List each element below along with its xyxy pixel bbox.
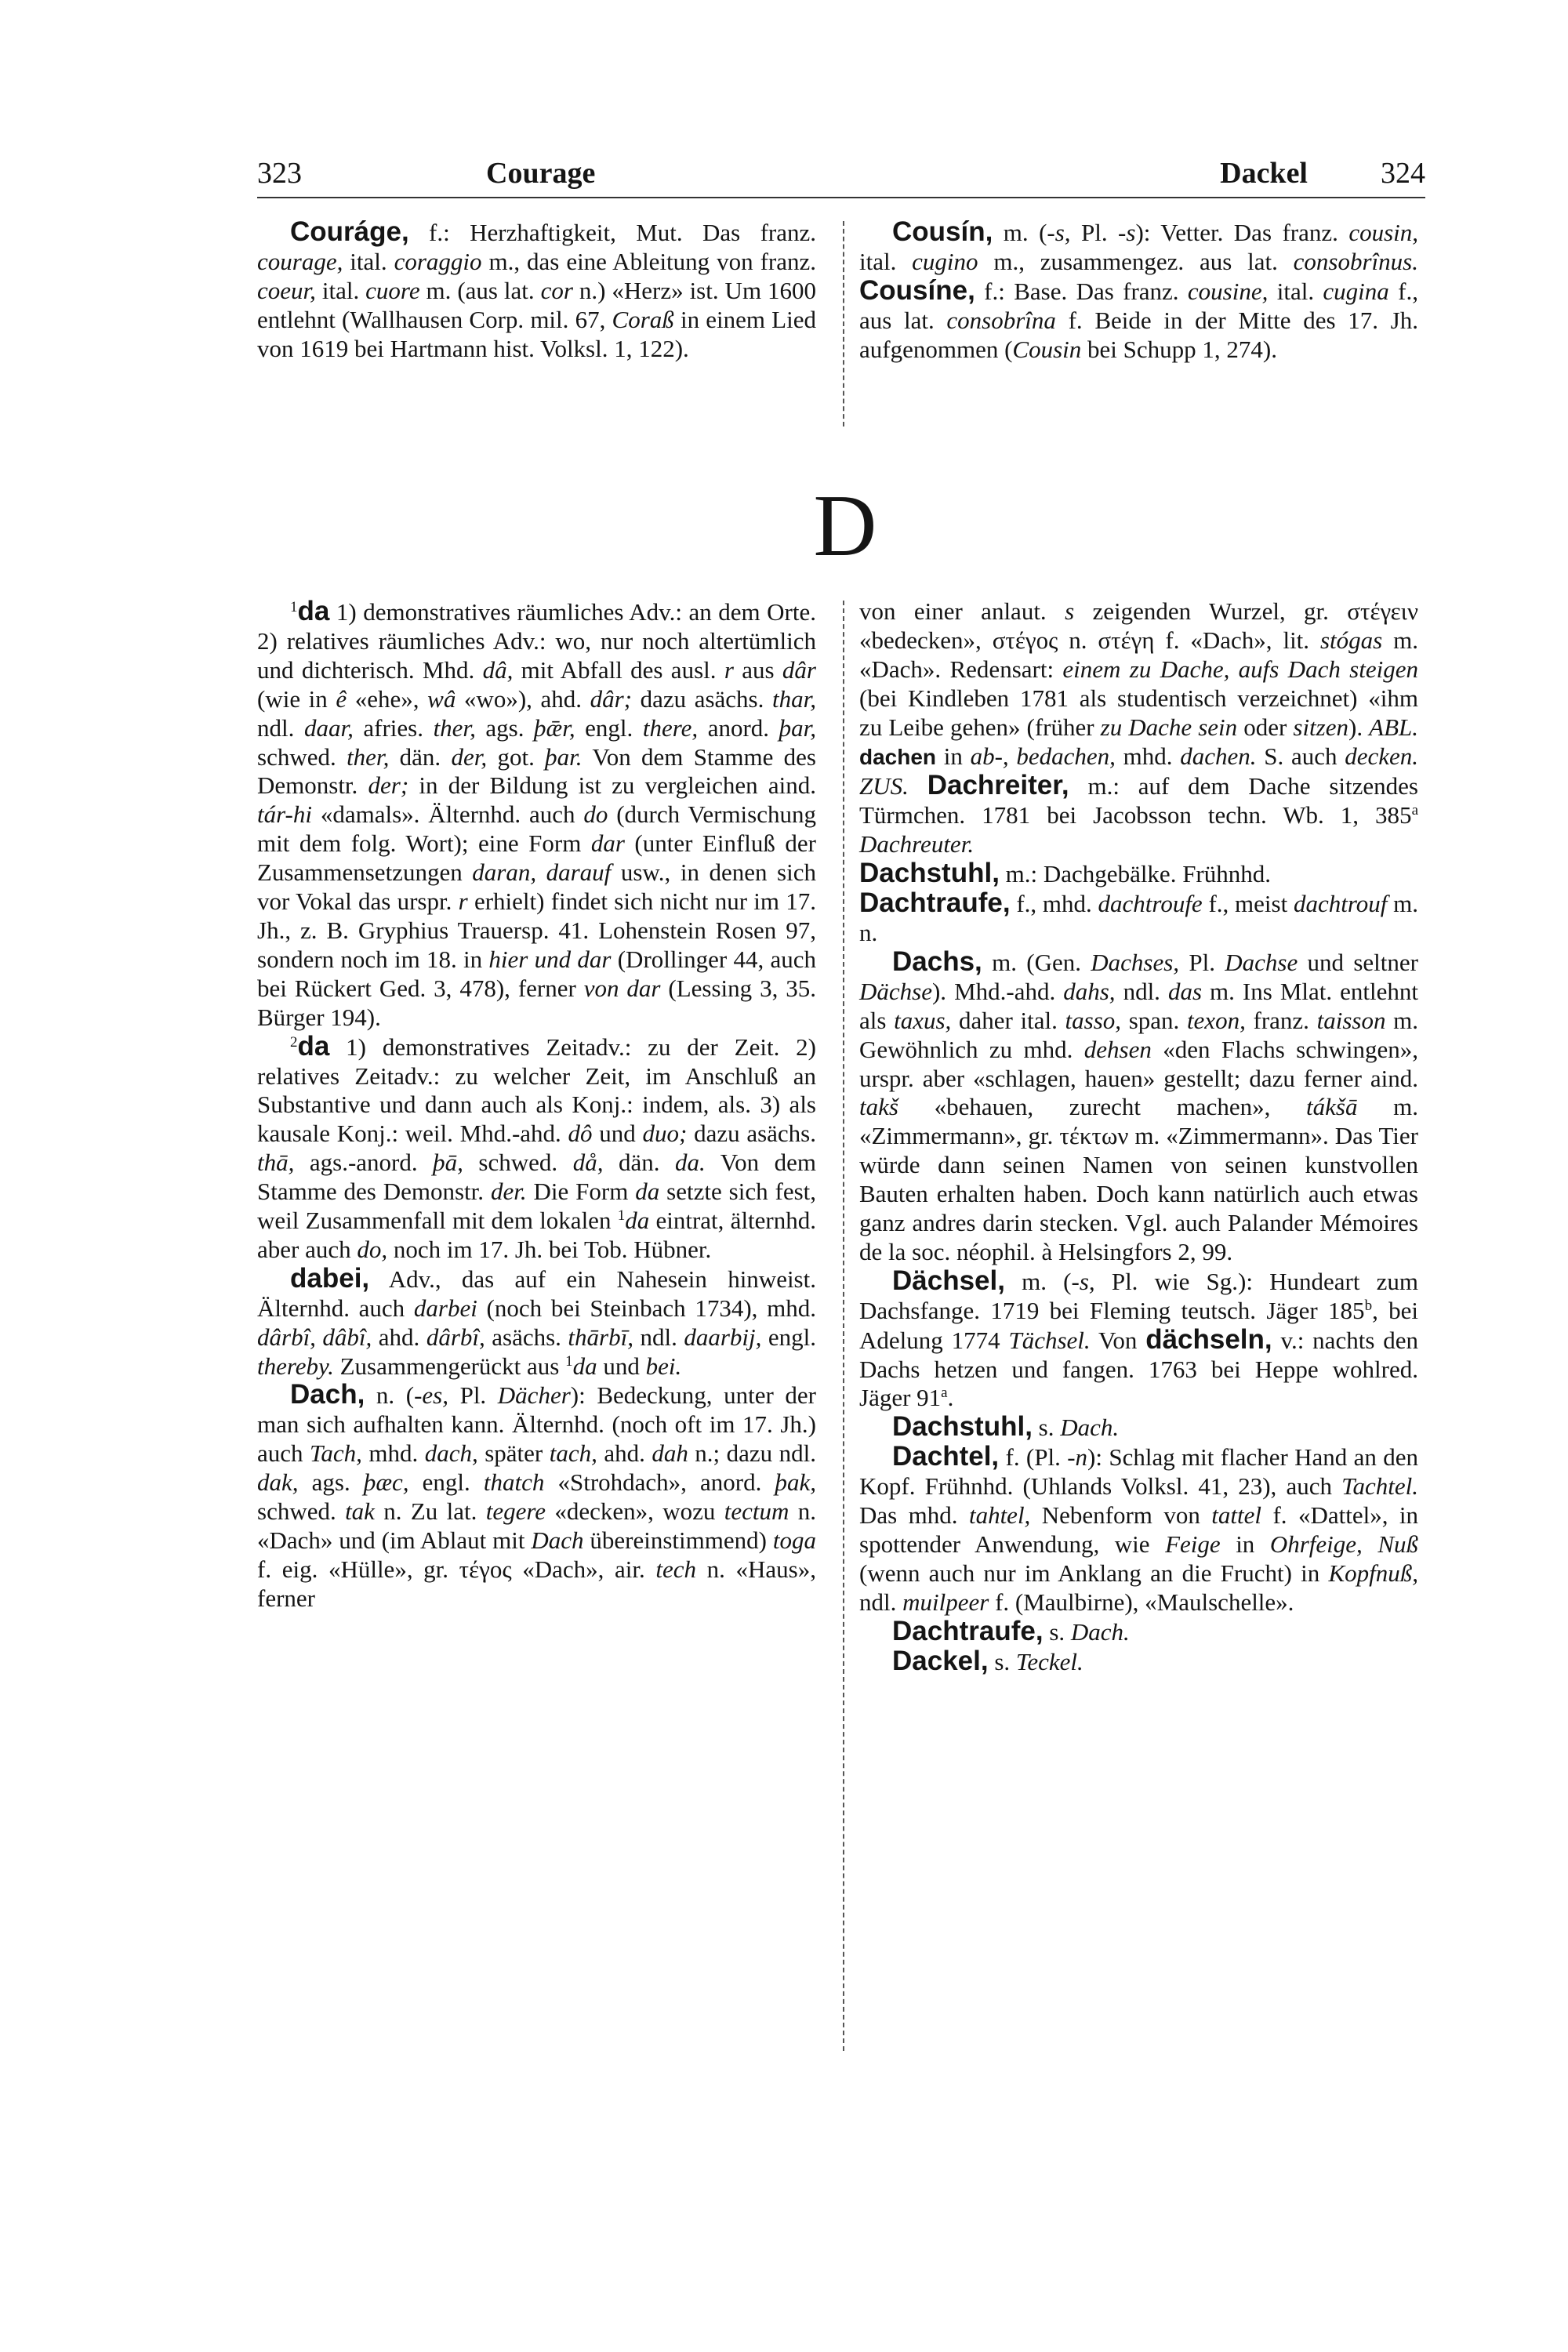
- italic-text: taisson: [1316, 1006, 1386, 1034]
- entry-text: s.: [1043, 1617, 1071, 1646]
- headword: Dachreiter,: [927, 770, 1069, 801]
- entry-text: von einer anlaut.: [859, 597, 1065, 625]
- italic-text: der;: [368, 771, 409, 800]
- entry-text: ags.: [298, 1468, 364, 1497]
- running-header: [257, 154, 1425, 193]
- superscript: b: [1364, 1297, 1373, 1314]
- entry-text: ndl.: [859, 1588, 903, 1616]
- entry-text: Pl.: [1179, 948, 1225, 976]
- italic-text: Dachses,: [1091, 948, 1180, 976]
- entry-text: f.: Herzhaftigkeit, Mut. Das franz.: [408, 219, 816, 246]
- italic-text: daar,: [303, 713, 354, 742]
- italic-text: coeur,: [257, 276, 316, 304]
- entry-text: ).: [1348, 713, 1370, 741]
- italic-text: da: [572, 1352, 597, 1380]
- entry-text: daher ital.: [951, 1006, 1065, 1034]
- entry-text: m. (aus lat.: [419, 276, 541, 304]
- entry-text: (Lessing 3, 35. Bürger 194).: [257, 974, 816, 1031]
- entry-text: Von dem Stamme des Demonstr.: [257, 742, 816, 800]
- italic-text: bei.: [645, 1352, 682, 1380]
- italic-text: s: [1126, 219, 1136, 246]
- entry-text: schwed.: [463, 1149, 573, 1177]
- entry-text: «decken», wozu: [546, 1497, 724, 1526]
- entry-text: Nebenform von: [1030, 1501, 1212, 1530]
- entry-text: dazu asächs.: [687, 1120, 816, 1148]
- italic-text: ther,: [347, 742, 390, 771]
- italic-text: stógas: [1319, 626, 1383, 654]
- italic-text: dak,: [257, 1468, 299, 1497]
- italic-text: thā,: [257, 1149, 295, 1177]
- entry-text: f., aus lat.: [859, 277, 1418, 334]
- italic-text: thar,: [771, 684, 816, 713]
- italic-text: dach,: [424, 1439, 478, 1468]
- dictionary-entry: [257, 597, 816, 1033]
- entry-text: m., das eine Ableitung von franz.: [481, 247, 816, 275]
- entry-text: ): Vetter. Das franz.: [1135, 219, 1349, 246]
- italic-text: muilpeer: [902, 1588, 989, 1616]
- italic-text: taxus,: [894, 1006, 952, 1034]
- italic-text: der.: [490, 1178, 527, 1206]
- entry-text: schwed.: [257, 742, 347, 771]
- entry-text: m. Ins Mlat. entlehnt als: [859, 977, 1418, 1034]
- superscript: 1: [617, 1207, 626, 1225]
- italic-text: cousin,: [1348, 219, 1418, 246]
- entry-text: (bei Kindleben 1781 als studentisch verzeichnet) «ihm zu Leibe gehen» (früher: [859, 684, 1418, 741]
- headword: dabei,: [290, 1262, 370, 1294]
- dictionary-entry: [859, 948, 1418, 1267]
- dictionary-entry: [859, 889, 1418, 948]
- headword: Dachtel,: [892, 1441, 1000, 1472]
- entry-text: aus: [733, 655, 782, 684]
- italic-text: r: [724, 655, 734, 684]
- italic-text: n: [1075, 1443, 1088, 1472]
- italic-text: ab-, bedachen,: [970, 742, 1116, 770]
- entry-text: s.: [1032, 1414, 1061, 1442]
- entry-text: n.) «Herz» ist. Um 1600 entlehnt (Wallhausen Corp. mil. 67,: [257, 276, 816, 333]
- italic-text: Dach.: [1060, 1414, 1120, 1442]
- italic-text: es,: [422, 1381, 448, 1410]
- italic-text: decken.: [1345, 742, 1418, 770]
- italic-text: dâr: [782, 655, 816, 684]
- italic-text: dâr;: [590, 684, 632, 713]
- headword: Dachtraufe,: [859, 887, 1011, 919]
- italic-text: dârbî,: [426, 1323, 485, 1351]
- entry-text: ndl.: [633, 1323, 684, 1351]
- italic-text: Feige: [1165, 1530, 1221, 1558]
- dictionary-entry: [257, 1030, 817, 1265]
- italic-text: þǣr,: [534, 713, 575, 742]
- italic-text: Dächse: [859, 977, 932, 1005]
- entry-text: ): Bedeckung, unter der man sich aufhalten kann. Älternhd. (noch oft im 17. Jh.) auch: [257, 1381, 816, 1468]
- page-number-left: 323: [257, 157, 302, 190]
- italic-text: Tachtel.: [1341, 1472, 1418, 1501]
- entry-text: got.: [487, 742, 546, 771]
- dictionary-entry: [257, 1381, 816, 1613]
- entry-text: ags.: [475, 713, 535, 742]
- headword: Couráge,: [290, 216, 409, 247]
- dictionary-entry: [859, 218, 1418, 365]
- italic-text: cor: [540, 276, 573, 304]
- entry-text: eintrat, älternhd. aber auch: [257, 1207, 816, 1263]
- italic-text: tectum: [724, 1497, 789, 1526]
- italic-text: texon,: [1186, 1006, 1246, 1034]
- dictionary-entry: [859, 1413, 1418, 1443]
- entry-text: erhielt) findet sich nicht nur im 17. Jh., z. B. Gryphius Trauersp. 41. Lohenstein Rosen 97, sondern noch im 18. in: [257, 887, 817, 973]
- page-number-right: 324: [1381, 157, 1425, 190]
- italic-text: dachtrouf: [1293, 890, 1388, 918]
- italic-text: duo;: [642, 1120, 688, 1148]
- italic-text: þā,: [433, 1149, 463, 1177]
- entry-text: ital.: [1268, 277, 1323, 305]
- superscript: a: [1411, 802, 1418, 819]
- entry-text: in: [936, 742, 971, 770]
- italic-text: ZUS.: [859, 772, 909, 800]
- entry-text: noch im 17. Jh. bei Tob. Hübner.: [387, 1235, 712, 1263]
- headword: Dach,: [290, 1379, 365, 1410]
- italic-text: thatch: [483, 1468, 545, 1497]
- italic-text: thārbī,: [568, 1323, 633, 1351]
- entry-text: ital.: [859, 247, 913, 275]
- entry-text: «den Flachs schwingen», urspr. aber «schlagen, hauen» gestellt; dazu ferner aind.: [859, 1035, 1419, 1092]
- italic-text: dachtroufe: [1098, 890, 1203, 918]
- entry-text: Pl. wie Sg.): Hundeart zum Dachsfange. 1719 bei Fleming teutsch. Jäger 185: [859, 1267, 1418, 1324]
- guide-word-right: Dackel: [1220, 157, 1308, 190]
- entry-text: m. (-: [993, 219, 1055, 246]
- entry-text: f. Beide in der Mitte des 17. Jh. aufgenommen (: [859, 306, 1418, 363]
- entry-text: «Strohdach», anord.: [544, 1468, 775, 1497]
- entry-text: asächs.: [485, 1323, 568, 1351]
- entry-text: f. eig. «Hülle», gr. τέγος «Dach», air.: [257, 1555, 656, 1583]
- headword: Dachstuhl,: [892, 1411, 1033, 1443]
- entry-text: m. n.: [859, 890, 1418, 946]
- entry-text: ahd.: [597, 1439, 652, 1468]
- entry-text: «damals». Älternhd. auch: [312, 800, 584, 829]
- superscript: 2: [290, 1033, 298, 1051]
- italic-text: þar.: [545, 742, 583, 771]
- section-letter: D: [813, 477, 877, 575]
- entry-text: S. auch: [1256, 742, 1345, 770]
- entry-text: dazu asächs.: [632, 684, 772, 713]
- entry-text: setzte sich fest, weil Zusammenfall mit dem lokalen: [257, 1178, 817, 1235]
- italic-text: þæc,: [363, 1468, 409, 1497]
- headword: Dächsel,: [892, 1265, 1005, 1296]
- entry-text: Von: [1090, 1326, 1146, 1354]
- entry-text: später: [477, 1439, 550, 1468]
- headword: Dackel,: [892, 1645, 989, 1676]
- entry-text: schwed.: [257, 1497, 346, 1526]
- italic-text: s,: [1079, 1267, 1095, 1295]
- column-divider-top: [843, 221, 844, 426]
- derived-word: dachen: [859, 744, 937, 769]
- italic-text: s,: [1054, 219, 1071, 246]
- italic-text: darbei: [413, 1294, 477, 1322]
- entry-text: (durch Vermischung mit dem folg. Wort); eine Form: [257, 800, 816, 858]
- dictionary-entry: [859, 1443, 1418, 1617]
- italic-text: Tach,: [310, 1439, 362, 1468]
- headword: Cousín,: [892, 216, 993, 247]
- italic-text: daarbij,: [684, 1323, 762, 1351]
- entry-text: Zusammengerückt aus: [333, 1352, 566, 1380]
- italic-text: tak: [345, 1497, 375, 1526]
- entry-text: f. (Maulbirne), «Maulschelle».: [989, 1588, 1294, 1616]
- entry-text: in der Bildung ist zu vergleichen aind.: [408, 771, 816, 800]
- entry-text: ndl.: [1115, 977, 1168, 1005]
- entry-text: Von dem Stamme des Demonstr.: [257, 1149, 816, 1206]
- italic-text: þak,: [775, 1468, 817, 1497]
- entry-text: usw., in denen sich vor Vokal das urspr.: [257, 858, 816, 916]
- italic-text: Tächsel.: [1008, 1326, 1091, 1354]
- italic-text: þar,: [779, 713, 817, 742]
- entry-text: Pl. -: [1070, 219, 1127, 246]
- entry-text: bei Schupp 1, 274).: [1081, 335, 1277, 363]
- entry-text: m. Gewöhnlich zu mhd.: [859, 1006, 1418, 1063]
- entry-text: (unter Einfluß der Zusammensetzungen: [257, 829, 817, 887]
- dictionary-entry: [859, 1617, 1418, 1647]
- italic-text: da.: [675, 1149, 706, 1177]
- entry-text: Die Form: [526, 1178, 636, 1206]
- entry-text: übereinstimmend): [583, 1526, 773, 1554]
- entry-text: 1) demonstratives Zeitadv.: zu der Zeit. 2) relatives Zeitadv.: zu welcher Zeit, im Anschluß an Substantive und dann auch als Konj.: indem, als. 3) als kausale Konj.: weil. Mhd.-ahd.: [257, 1033, 816, 1148]
- column-bottom-right: [859, 597, 1418, 1677]
- entry-text: Pl.: [448, 1381, 498, 1410]
- dictionary-entry: [257, 1262, 817, 1381]
- entry-text: f., mhd.: [1010, 890, 1098, 918]
- entry-text: in einem Lied von 1619 bei Hartmann hist. Volksl. 1, 122).: [257, 305, 816, 362]
- column-divider-bottom: [843, 601, 844, 2051]
- italic-text: einem zu Dache, aufs Dach steigen: [1062, 655, 1418, 683]
- italic-text: consobrîna: [946, 306, 1056, 334]
- italic-text: da: [625, 1207, 650, 1235]
- entry-text: (wenn auch nur im Anklang an die Frucht) in: [859, 1559, 1329, 1587]
- entry-text: Adv., das auf ein Nahesein hinweist. Älternhd. auch: [257, 1265, 816, 1322]
- italic-text: Dächer: [497, 1381, 571, 1410]
- italic-text: ther,: [433, 713, 476, 742]
- entry-text: span.: [1121, 1006, 1187, 1034]
- italic-text: tákšā: [1306, 1093, 1358, 1121]
- italic-text: ABL.: [1369, 713, 1419, 741]
- entry-text: n. «Dach» und (im Ablaut mit: [257, 1497, 816, 1554]
- headword: da: [297, 596, 330, 626]
- dictionary-entry: [859, 597, 1418, 859]
- entry-text: engl.: [408, 1468, 484, 1497]
- italic-text: dachen.: [1180, 742, 1257, 770]
- entry-text: mhd.: [1115, 742, 1181, 770]
- italic-text: do,: [357, 1235, 388, 1263]
- entry-text: ahd.: [372, 1323, 426, 1351]
- entry-text: n.; dazu ndl.: [688, 1439, 816, 1468]
- headword: Cousíne,: [859, 274, 975, 306]
- entry-text: ital.: [315, 276, 366, 304]
- italic-text: coraggio: [394, 247, 482, 275]
- italic-text: daran, darauf: [472, 858, 612, 887]
- entry-text: ags.-anord.: [294, 1149, 434, 1177]
- entry-text: afries.: [353, 713, 434, 742]
- italic-text: dar: [590, 829, 625, 858]
- dictionary-entry: [859, 1647, 1418, 1677]
- entry-text: zeigenden Wurzel, gr. στέγειν «bedecken», στέγος n. στέγη f. «Dach», lit.: [859, 597, 1419, 654]
- entry-text: «behauen, zurecht machen»,: [898, 1093, 1307, 1121]
- entry-text: engl.: [761, 1323, 816, 1351]
- dictionary-entry: [859, 859, 1418, 889]
- superscript: 1: [290, 599, 298, 615]
- column-top-right: [859, 218, 1418, 365]
- headword: Dachs,: [892, 946, 982, 977]
- entry-text: dän.: [389, 742, 452, 771]
- entry-text: f. (Pl. -: [999, 1443, 1076, 1472]
- italic-text: do: [583, 800, 608, 829]
- entry-text: «ehe»,: [347, 684, 428, 713]
- italic-text: Teckel.: [1015, 1647, 1083, 1675]
- dictionary-entry: [859, 1267, 1418, 1414]
- italic-text: dah: [652, 1439, 688, 1468]
- entry-text: s.: [988, 1647, 1016, 1675]
- header-rule: [257, 197, 1425, 198]
- entry-text: franz.: [1245, 1006, 1317, 1034]
- italic-text: da: [635, 1178, 660, 1206]
- italic-text: consobrînus.: [1293, 247, 1418, 275]
- entry-text: f.: Base. Das franz.: [975, 277, 1188, 305]
- guide-word-left: Courage: [486, 157, 596, 190]
- italic-text: Dach.: [1070, 1617, 1130, 1646]
- italic-text: tasso,: [1065, 1006, 1122, 1034]
- italic-text: s: [1065, 597, 1075, 625]
- italic-text: sitzen: [1293, 713, 1348, 741]
- entry-text: m. «Zimmermann», gr. τέκτων m. «Zimmermann». Das Tier würde dann seinen Namen von seinen kunstvollen Bauten erhalten haben. Doch kann natürlich auch etwas ganz andres darin stecken. Vgl. auch Palander Mémoires de la soc. néophil. à Helsingfors 2, 99.: [859, 1093, 1418, 1265]
- italic-text: Dach: [531, 1526, 584, 1554]
- entry-text: n. Zu lat.: [374, 1497, 486, 1526]
- italic-text: von dar: [583, 974, 661, 1002]
- italic-text: cugino: [912, 247, 978, 275]
- entry-text: ndl.: [257, 713, 304, 742]
- entry-text: dän.: [603, 1149, 675, 1177]
- entry-text: n. (-: [365, 1381, 423, 1410]
- italic-text: dehsen: [1083, 1035, 1152, 1063]
- italic-text: tach,: [549, 1439, 597, 1468]
- entry-text: [909, 772, 927, 800]
- entry-text: 1) demonstratives räumliches Adv.: an dem Orte. 2) relatives räumliches Adv.: wo, nur noch altertümlich und dichterisch. Mhd.: [257, 598, 816, 684]
- italic-text: hier und dar: [488, 945, 612, 973]
- italic-text: ê: [336, 684, 347, 713]
- italic-text: Ohrfeige, Nuß: [1269, 1530, 1418, 1558]
- italic-text: tár-hi: [257, 800, 312, 829]
- italic-text: Coraß: [612, 305, 674, 333]
- entry-text: m. (-: [1004, 1267, 1080, 1295]
- italic-text: zu Dache sein: [1100, 713, 1238, 741]
- entry-text: n. «Haus», ferner: [257, 1555, 816, 1612]
- superscript: 1: [565, 1352, 573, 1370]
- entry-text: m., zusammengez. aus lat.: [978, 247, 1294, 275]
- italic-text: das: [1167, 977, 1203, 1005]
- entry-text: (noch bei Steinbach 1734), mhd.: [477, 1294, 817, 1322]
- column-bottom-left: [257, 597, 816, 1613]
- superscript: a: [941, 1385, 948, 1402]
- entry-text: ital.: [343, 247, 394, 275]
- entry-text: f., meist: [1202, 890, 1294, 918]
- headword: Dachtraufe,: [892, 1615, 1044, 1646]
- entry-text: ). Mhd.-ahd.: [931, 977, 1064, 1005]
- entry-text: m.: auf dem Dache sitzendes Türmchen. 1781 bei Jacobsson techn. Wb. 1, 385: [859, 772, 1418, 829]
- entry-text: mit Abfall des ausl.: [513, 655, 724, 684]
- entry-text: ): Schlag mit flacher Hand an den Kopf. Frühnhd. (Uhlands Volksl. 41, 23), auch: [859, 1443, 1418, 1501]
- entry-text: Das mhd.: [859, 1501, 969, 1530]
- headword: Dachstuhl,: [859, 858, 1000, 889]
- italic-text: wâ: [427, 684, 456, 713]
- italic-text: Kopfnuß,: [1328, 1559, 1418, 1587]
- dictionary-entry: [257, 218, 816, 364]
- italic-text: tahtel,: [968, 1501, 1031, 1530]
- italic-text: thereby.: [257, 1352, 334, 1380]
- italic-text: toga: [772, 1526, 816, 1554]
- entry-text: m.: Dachgebälke. Frühnhd.: [999, 860, 1272, 888]
- italic-text: Dachreuter.: [859, 830, 975, 858]
- italic-text: r: [458, 887, 468, 916]
- headword: da: [297, 1030, 330, 1062]
- entry-text: und: [592, 1120, 643, 1148]
- italic-text: dahs,: [1063, 977, 1116, 1005]
- italic-text: dô: [568, 1120, 593, 1148]
- italic-text: courage,: [257, 247, 343, 275]
- headword: dächseln,: [1145, 1323, 1272, 1355]
- italic-text: tegere: [485, 1497, 546, 1526]
- entry-text: in: [1220, 1530, 1270, 1558]
- italic-text: der,: [451, 742, 488, 771]
- entry-text: f. «Dattel», in spottender Anwendung, wie: [859, 1501, 1419, 1558]
- italic-text: cugina: [1323, 277, 1389, 305]
- entry-text: engl.: [575, 713, 643, 742]
- entry-text: , bei Adelung 1774: [859, 1296, 1418, 1354]
- italic-text: dâ,: [482, 655, 514, 684]
- entry-text: anord.: [698, 713, 779, 742]
- italic-text: tattel: [1211, 1501, 1262, 1530]
- entry-text: m. (Gen.: [982, 948, 1091, 976]
- entry-text: mhd.: [361, 1439, 425, 1468]
- italic-text: tech: [655, 1555, 697, 1583]
- italic-text: dârbî, dâbî,: [257, 1323, 372, 1351]
- entry-text: .: [947, 1384, 954, 1412]
- entry-text: oder: [1237, 713, 1294, 741]
- italic-text: då,: [572, 1149, 604, 1177]
- italic-text: cousine,: [1187, 277, 1269, 305]
- entry-text: und seltner: [1298, 948, 1418, 976]
- italic-text: Dachse: [1225, 948, 1298, 976]
- italic-text: takš: [859, 1093, 898, 1121]
- italic-text: Cousin: [1012, 335, 1082, 363]
- entry-text: m. «Dach». Redensart:: [859, 626, 1418, 683]
- column-top-left: [257, 218, 816, 364]
- italic-text: there,: [642, 713, 699, 742]
- entry-text: «wo»), ahd.: [456, 684, 590, 713]
- italic-text: cuore: [365, 276, 420, 304]
- entry-text: (wie in: [257, 684, 336, 713]
- entry-text: und: [597, 1352, 646, 1380]
- entry-text: (Drollinger 44, auch bei Rückert Ged. 3, 478), ferner: [257, 945, 817, 1002]
- entry-text: v.: nachts den Dachs hetzen und fangen. 1763 bei Heppe wohlred. Jäger 91: [859, 1326, 1418, 1412]
